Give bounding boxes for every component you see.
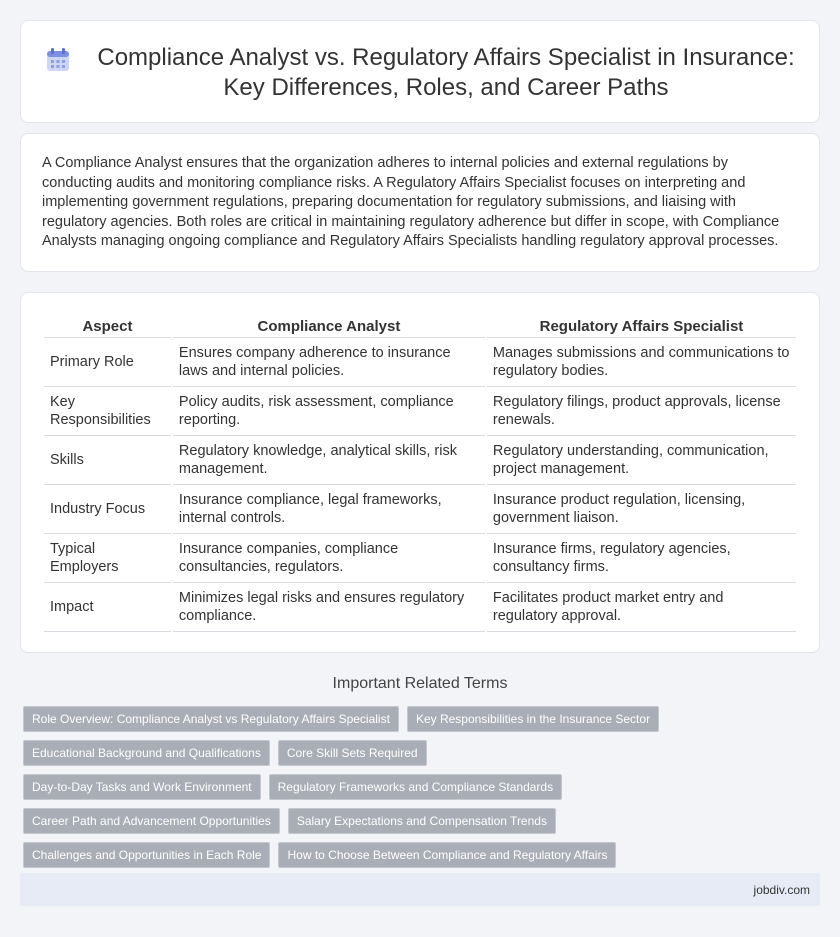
related-terms-list	[23, 706, 663, 868]
row-regulatory-affairs: Regulatory understanding, communication, project management.	[487, 436, 796, 485]
row-aspect: Impact	[44, 583, 171, 632]
related-term-tag[interactable]: Regulatory Frameworks and Compliance Standards	[269, 774, 562, 800]
row-regulatory-affairs: Regulatory filings, product approvals, license renewals.	[487, 387, 796, 436]
related-term-tag[interactable]: Educational Background and Qualifications	[23, 740, 270, 766]
title-wrap	[21, 43, 819, 103]
title-card	[20, 20, 820, 123]
related-term-tag[interactable]: Career Path and Advancement Opportunities	[23, 808, 280, 834]
related-term-tag[interactable]: Core Skill Sets Required	[278, 740, 427, 766]
row-aspect: Industry Focus	[44, 485, 171, 534]
row-aspect: Primary Role	[44, 338, 171, 387]
page-title-line2: Key Differences, Roles, and Career Paths	[223, 74, 669, 101]
row-regulatory-affairs: Manages submissions and communications to regulatory bodies.	[487, 338, 796, 387]
row-regulatory-affairs: Facilitates product market entry and regulatory approval.	[487, 583, 796, 632]
related-term-tag[interactable]: Challenges and Opportunities in Each Role	[23, 842, 270, 868]
table-row	[44, 534, 796, 583]
row-compliance-analyst: Insurance companies, compliance consultancies, regulators.	[173, 534, 485, 583]
related-term-tag[interactable]: Day-to-Day Tasks and Work Environment	[23, 774, 261, 800]
related-term-tag[interactable]: Key Responsibilities in the Insurance Sector	[407, 706, 659, 732]
comparison-table	[42, 310, 798, 632]
footer	[20, 873, 820, 906]
table-row	[44, 436, 796, 485]
footer-site-link[interactable]: jobdiv.com	[753, 883, 810, 897]
row-compliance-analyst: Minimizes legal risks and ensures regulatory compliance.	[173, 583, 485, 632]
comparison-card	[20, 292, 820, 653]
table-row	[44, 387, 796, 436]
table-row	[44, 583, 796, 632]
summary-text: A Compliance Analyst ensures that the organization adheres to internal policies and external regulations by conducting audits and monitoring compliance risks. A Regulatory Affairs Specialist focuses on interpreting and implementing government regulations, preparing documentation for regulatory submissions, and liaising with regulatory agencies. Both roles are critical in maintaining regulatory adherence but differ in scope, with Compliance Analysts managing ongoing compliance and Regulatory Affairs Specialists handling regulatory approval processes.	[42, 155, 780, 249]
summary-card	[20, 133, 820, 272]
table-header-row	[44, 310, 796, 338]
page-title	[97, 43, 794, 103]
row-regulatory-affairs: Insurance product regulation, licensing, government liaison.	[487, 485, 796, 534]
row-compliance-analyst: Policy audits, risk assessment, compliance reporting.	[173, 387, 485, 436]
related-term-tag[interactable]: How to Choose Between Compliance and Regulatory Affairs	[278, 842, 616, 868]
row-regulatory-affairs: Insurance firms, regulatory agencies, consultancy firms.	[487, 534, 796, 583]
header-compliance-analyst: Compliance Analyst	[173, 310, 485, 338]
page-title-line1: Compliance Analyst vs. Regulatory Affairs Specialist in Insurance:	[97, 44, 795, 71]
related-term-tag[interactable]: Salary Expectations and Compensation Trends	[288, 808, 556, 834]
calendar-icon	[45, 47, 71, 73]
header-regulatory-affairs-specialist: Regulatory Affairs Specialist	[487, 310, 796, 338]
header-aspect: Aspect	[44, 310, 171, 338]
row-aspect: Skills	[44, 436, 171, 485]
row-compliance-analyst: Regulatory knowledge, analytical skills, risk management.	[173, 436, 485, 485]
table-row	[44, 485, 796, 534]
row-compliance-analyst: Ensures company adherence to insurance laws and internal policies.	[173, 338, 485, 387]
table-row	[44, 338, 796, 387]
row-aspect: Key Responsibilities	[44, 387, 171, 436]
related-terms-heading: Important Related Terms	[332, 675, 508, 692]
related-term-tag[interactable]: Role Overview: Compliance Analyst vs Regulatory Affairs Specialist	[23, 706, 399, 732]
row-aspect: Typical Employers	[44, 534, 171, 583]
row-compliance-analyst: Insurance compliance, legal frameworks, internal controls.	[173, 485, 485, 534]
